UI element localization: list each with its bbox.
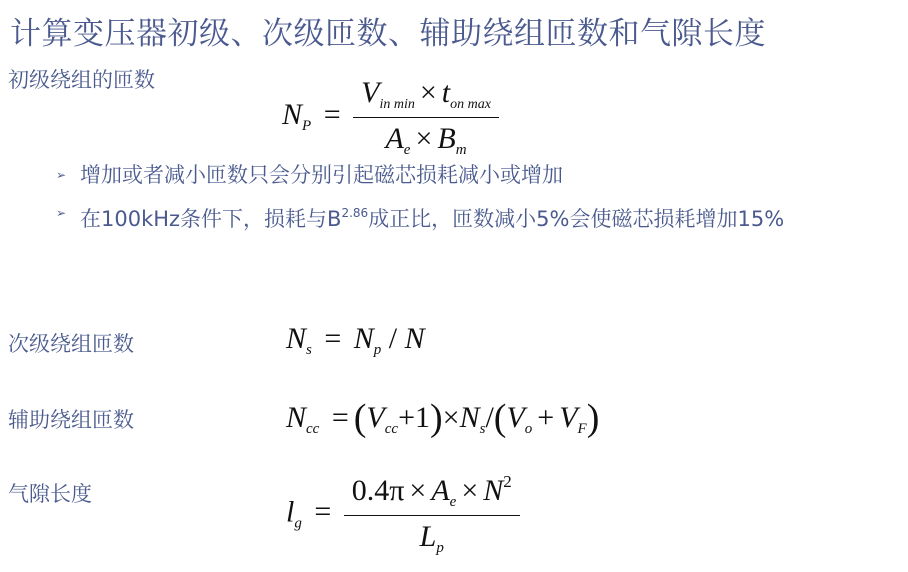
- np-fraction: [353, 76, 499, 159]
- bullet-arrow-icon: ➢: [56, 206, 67, 220]
- slide-title: 计算变压器初级、次级匝数、辅助绕组匝数和气隙长度: [10, 16, 766, 52]
- lg-denominator: $L_p$: [419, 520, 444, 556]
- lg-numerator: $0.4\pi \times A_e \times N^2$: [344, 472, 520, 516]
- np-numerator: $V_{in min} \times t_{on max}$: [353, 76, 499, 118]
- bullet-item-2: ➢ 在100kHz条件下，损耗与$B^{2.86}$成正比，匝数减小5%会使磁芯损耗增加15%: [56, 196, 886, 237]
- primary-winding-label: 初级绕组的匝数: [8, 68, 155, 92]
- lg-fraction: [344, 472, 520, 557]
- bullet-item-1: ➢ 增加或者减小匝数只会分别引起磁芯损耗减小或增加: [56, 158, 876, 193]
- bullet-arrow-icon: ➢: [56, 168, 67, 182]
- np-lhs: $N_P$: [282, 98, 312, 135]
- np-denominator: $A_e \times B_m$: [385, 122, 467, 158]
- formula-air-gap: $l_g$ = $\frac{0.4\pi \times A_e \times N^2}{L_p}$: [286, 472, 520, 557]
- formula-primary-turns: $N_P$ = $\frac{V_{in min} \times t_{on max}}{A_e \times B_m}$: [282, 76, 499, 159]
- aux-winding-label: 辅助绕组匝数: [8, 408, 134, 432]
- formula-aux-turns: $N_{cc} = (V_{cc}+1)\times N_s/(V_o + V_F)$: [286, 397, 600, 439]
- air-gap-label: 气隙长度: [8, 482, 92, 506]
- secondary-winding-label: 次级绕组匝数: [8, 332, 134, 356]
- formula-secondary-turns: $N_s = N_p / N$: [286, 322, 425, 358]
